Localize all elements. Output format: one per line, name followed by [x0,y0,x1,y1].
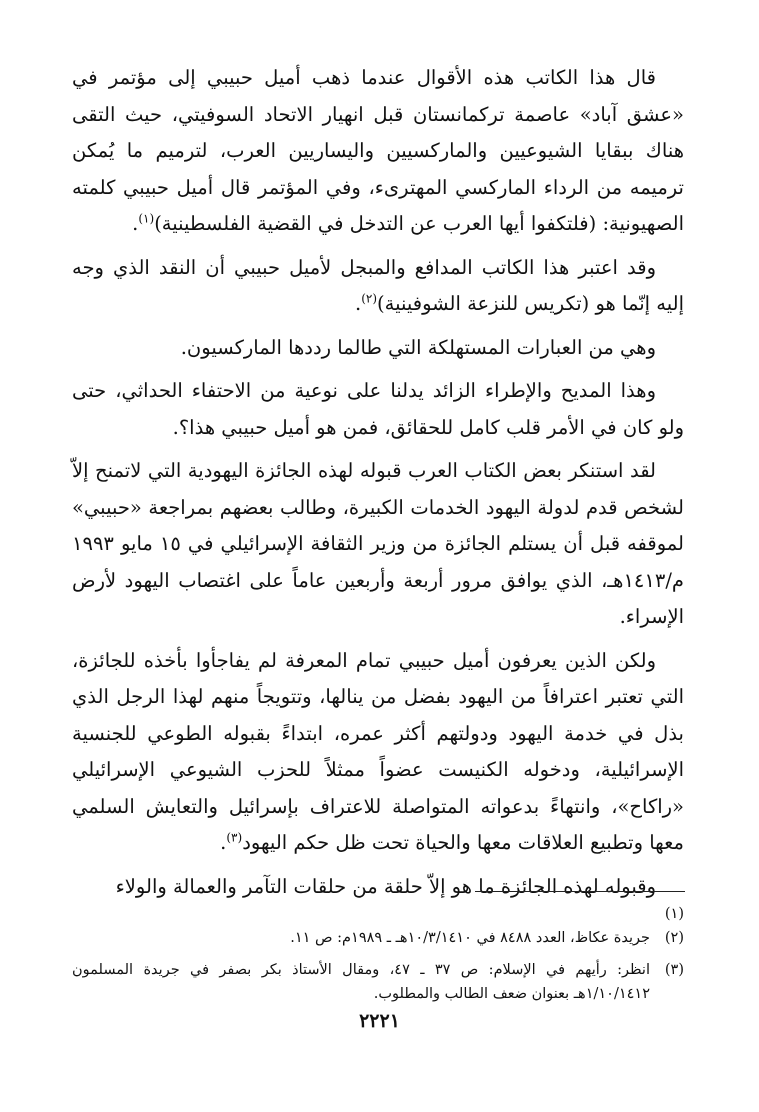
footnote-1-number: (١) (٢) [664,906,684,946]
paragraph-4 [72,373,684,446]
paragraph-5 [72,453,684,636]
footnote-2-text: انظر: رأيهم في الإسلام: ص ٣٧ ـ ٤٧، ومقال الأستاذ بكر بصفر في جريدة المسلمون ١/١٠/١٤١٢هـ بعنوان ضعف الطالب والمطلوب. [72,962,650,1002]
footnote-divider [475,891,685,892]
footnote-ref-2: (٢) [361,291,378,306]
footnote-1 [72,902,684,950]
footnote-1-text: جريدة عكاظ، العدد ٨٤٨٨ في ١٠/٣/١٤١٠هـ ـ ١٩٨٩م: ص ١١. [290,930,650,946]
paragraph-3 [72,330,684,367]
footnotes [72,902,684,1014]
footnote-2-number: (٣) [664,962,684,978]
paragraph-2-text: وقد اعتبر هذا الكاتب المدافع والمبجل لأميل حبيبي أن النقد الذي وجه إليه إنّما هو (تكريس للنزعة الشوفينية) [72,255,684,315]
paragraph-6-text: ولكن الذين يعرفون أميل حبيبي تمام المعرفة لم يفاجأوا بأخذه للجائزة، التي تعتبر اعترافاً من اليهود بفضل من ينالها، وتتويجاً منهم لهذا الرجل الذي بذل في خدمة اليهود ودولتهم أكثر عمره، ابتداءً بقبوله الطوعي للجنسية الإسرائيلية، ودخوله الكنيست عضواً ممثلاً للحزب الشيوعي الإسرائيلي «راكاح»، وانتهاءً بدعواته المتواصلة للاعتراف بإسرائيل والتعايش السلمي معها وتطبيع العلاقات معها والحياة تحت ظل حكم اليهود [72,648,684,854]
paragraph-7 [72,869,684,906]
paragraph-6-tail: . [220,831,227,854]
paragraph-7-text: وقبوله لهذه الجائزة ما هو إلاّ حلقة من حلقات التآمر والعمالة والولاء [115,874,656,898]
paragraph-1-text: قال هذا الكاتب هذه الأقوال عندما ذهب أميل حبيبي إلى مؤتمر في «عشق آباد» عاصمة تركمانستان قبل انهيار الاتحاد السوفيتي، حيث التقى هناك ببقايا الشيوعيين والماركسيين واليساريين العرب، لترميم ما يُمكن ترميمه من الرداء الماركسي المهترىء، وفي المؤتمر قال أميل حبيبي كلمته الصهيونية: (فلتكفوا أيها العرب عن التدخل في القضية الفلسطينية) [72,66,684,235]
paragraph-5-text: لقد استنكر بعض الكتاب العرب قبوله لهذه الجائزة اليهودية التي لاتمنح إلاّ لشخص قدم لدولة اليهود الخدمات الكبيرة، وطالب بعضهم بمراجعة «حبيبي» لموقفه قبل أن يستلم الجائزة من وزير الثقافة الإسرائيلي في ١٥ مايو ١٩٩٣ م/١٤١٣هـ، الذي يوافق مرور أربعة وأربعين عاماً على اغتصاب اليهود لأرض الإسراء. [72,459,684,628]
page-number: ٢٢٢١ [359,1010,400,1032]
footnote-2 [72,958,684,1006]
paragraph-2-tail: . [355,292,362,315]
footnote-ref-3: (٣) [226,830,243,845]
paragraph-2 [72,250,684,323]
paragraph-3-text: وهي من العبارات المستهلكة التي طالما رددها الماركسيون. [180,335,656,359]
paragraph-4-text: وهذا المديح والإطراء الزائد يدلنا على نوعية من الاحتفاء الحداثي، حتى ولو كان في الأمر قلب كامل للحقائق، فمن هو أميل حبيبي هذا؟. [72,379,684,439]
paragraph-1-tail: . [132,212,139,235]
page-body [72,60,684,905]
footnote-ref-1: (١) [138,211,155,226]
paragraph-6 [72,643,684,862]
paragraph-1 [72,60,684,243]
